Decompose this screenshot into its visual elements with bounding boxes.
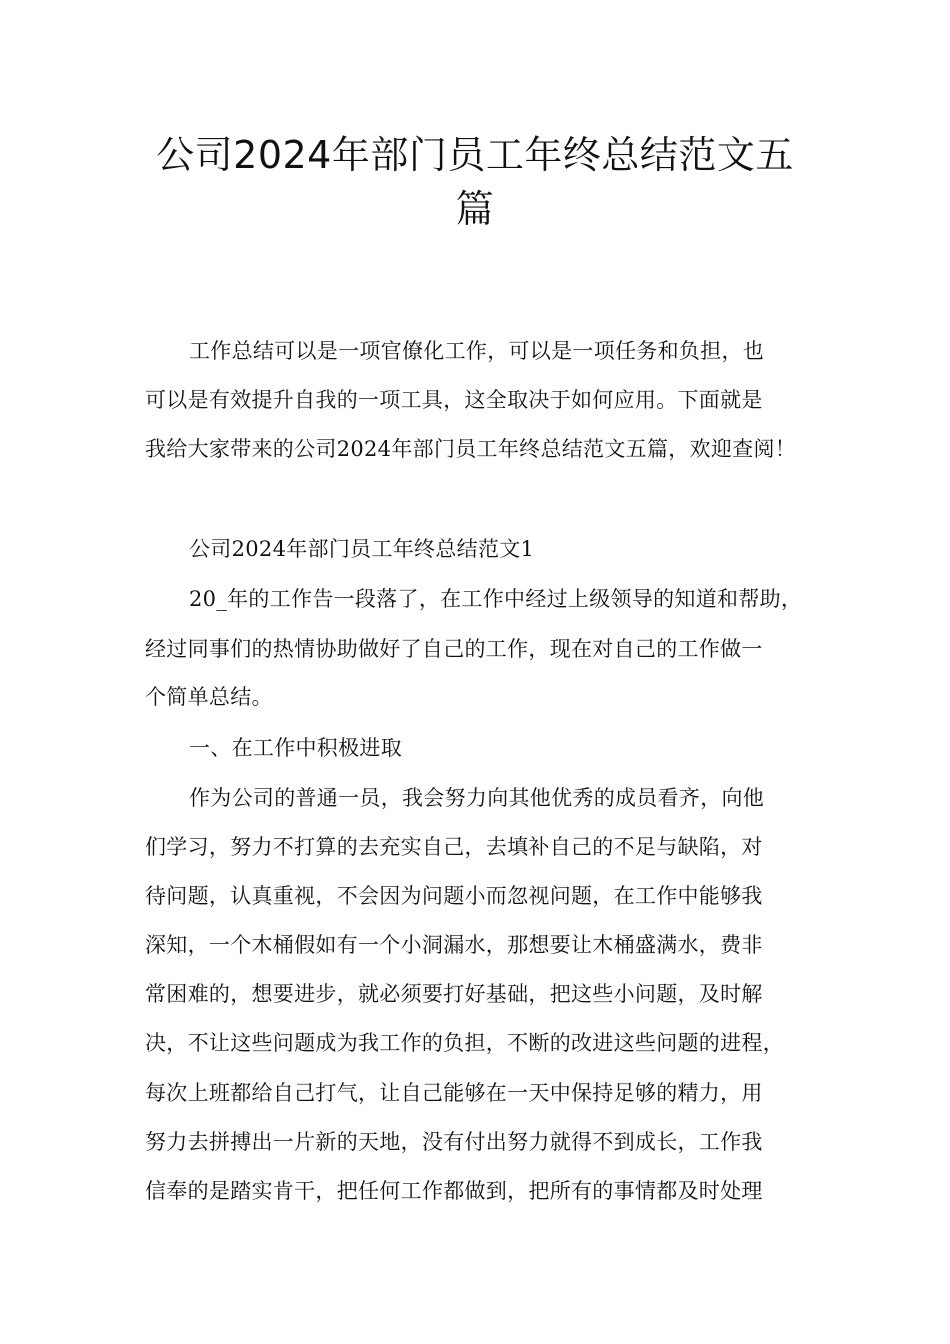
section-heading: 公司2024年部门员工年终总结范文1	[189, 537, 535, 561]
paragraph-line: 20_年的工作告一段落了，在工作中经过上级领导的知道和帮助，	[189, 587, 803, 611]
paragraph-line: 决，不让这些问题成为我工作的负担，不断的改进这些问题的进程，	[145, 1031, 784, 1055]
intro-line: 我给大家带来的公司2024年部门员工年终总结范文五篇，欢迎查阅！	[145, 437, 797, 461]
paragraph-line: 努力去拼搏出一片新的天地，没有付出努力就得不到成长，工作我	[145, 1130, 763, 1154]
title-line: 篇	[455, 187, 495, 231]
subheading: 一、在工作中积极进取	[189, 736, 402, 760]
paragraph-line: 信奉的是踏实肯干，把任何工作都做到，把所有的事情都及时处理	[145, 1179, 763, 1203]
intro-line: 工作总结可以是一项官僚化工作，可以是一项任务和负担，也	[189, 339, 765, 363]
paragraph-line: 作为公司的普通一员，我会努力向其他优秀的成员看齐，向他	[189, 786, 765, 810]
paragraph-line: 个简单总结。	[145, 685, 273, 709]
document-title	[140, 128, 810, 236]
title-line: 公司2024年部门员工年终总结范文五	[156, 133, 794, 177]
paragraph-line: 常困难的，想要进步，就必须要打好基础，把这些小问题，及时解	[145, 982, 763, 1006]
intro-line: 可以是有效提升自我的一项工具，这全取决于如何应用。下面就是	[145, 388, 763, 412]
paragraph-line: 深知，一个木桶假如有一个小洞漏水，那想要让木桶盛满水，费非	[145, 933, 763, 957]
paragraph-line: 们学习，努力不打算的去充实自己，去填补自己的不足与缺陷，对	[145, 835, 763, 859]
paragraph-line: 每次上班都给自己打气，让自己能够在一天中保持足够的精力，用	[145, 1081, 763, 1105]
paragraph-line: 待问题，认真重视，不会因为问题小而忽视问题，在工作中能够我	[145, 884, 763, 908]
paragraph-line: 经过同事们的热情协助做好了自己的工作，现在对自己的工作做一	[145, 637, 763, 661]
